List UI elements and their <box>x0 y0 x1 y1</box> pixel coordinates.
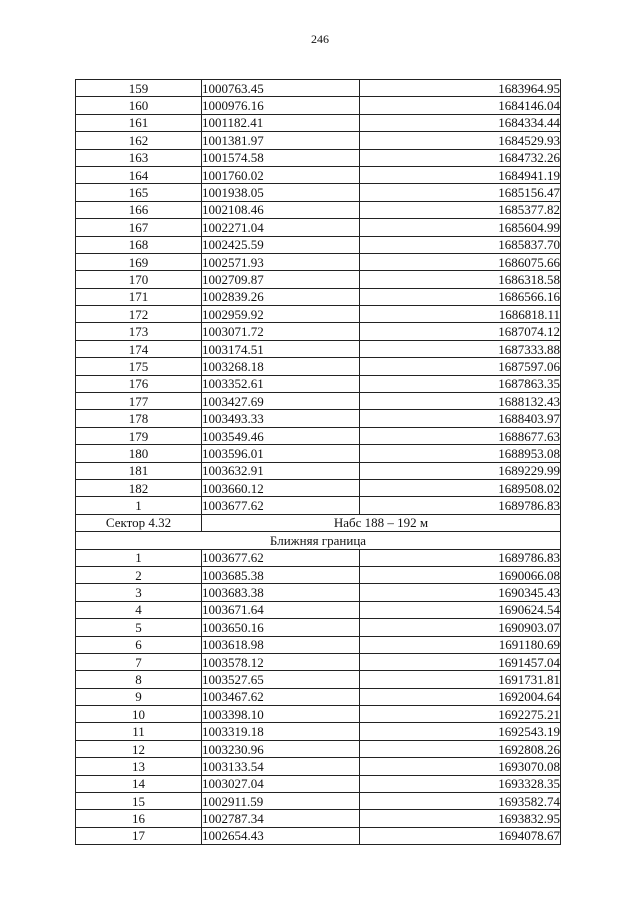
table-row <box>76 80 561 97</box>
table-row <box>76 706 561 723</box>
x-coordinate: 1001760.02 <box>202 166 360 183</box>
x-coordinate: 1003596.01 <box>202 445 360 462</box>
y-coordinate: 1694078.67 <box>360 827 561 844</box>
x-coordinate: 1003578.12 <box>202 653 360 670</box>
y-coordinate: 1687597.06 <box>360 358 561 375</box>
point-number: 1 <box>76 497 202 514</box>
table-row <box>76 549 561 566</box>
sector-row <box>76 514 561 531</box>
point-number: 179 <box>76 427 202 444</box>
section-title: Ближняя граница <box>76 532 561 549</box>
table-row <box>76 619 561 636</box>
table-row <box>76 410 561 427</box>
point-number: 4 <box>76 601 202 618</box>
table-row <box>76 810 561 827</box>
point-number: 3 <box>76 584 202 601</box>
x-coordinate: 1003493.33 <box>202 410 360 427</box>
point-number: 163 <box>76 149 202 166</box>
x-coordinate: 1003677.62 <box>202 549 360 566</box>
point-number: 182 <box>76 479 202 496</box>
table-row <box>76 584 561 601</box>
x-coordinate: 1003660.12 <box>202 479 360 496</box>
point-number: 6 <box>76 636 202 653</box>
y-coordinate: 1693328.35 <box>360 775 561 792</box>
table-row <box>76 688 561 705</box>
x-coordinate: 1001574.58 <box>202 149 360 166</box>
table-row <box>76 97 561 114</box>
point-number: 168 <box>76 236 202 253</box>
y-coordinate: 1684334.44 <box>360 114 561 131</box>
x-coordinate: 1003671.64 <box>202 601 360 618</box>
point-number: 172 <box>76 306 202 323</box>
y-coordinate: 1691731.81 <box>360 671 561 688</box>
y-coordinate: 1692543.19 <box>360 723 561 740</box>
x-coordinate: 1003398.10 <box>202 706 360 723</box>
point-number: 159 <box>76 80 202 97</box>
page-number: 246 <box>311 32 329 46</box>
sector-habs: Набс 188 – 192 м <box>202 514 561 531</box>
y-coordinate: 1688677.63 <box>360 427 561 444</box>
y-coordinate: 1686818.11 <box>360 306 561 323</box>
y-coordinate: 1688403.97 <box>360 410 561 427</box>
x-coordinate: 1001182.41 <box>202 114 360 131</box>
y-coordinate: 1684529.93 <box>360 132 561 149</box>
section-title-row <box>76 532 561 549</box>
x-coordinate: 1003677.62 <box>202 497 360 514</box>
table-row <box>76 358 561 375</box>
table-row <box>76 375 561 392</box>
y-coordinate: 1684732.26 <box>360 149 561 166</box>
table-row <box>76 201 561 218</box>
y-coordinate: 1693582.74 <box>360 793 561 810</box>
table-row <box>76 671 561 688</box>
point-number: 162 <box>76 132 202 149</box>
table-row <box>76 758 561 775</box>
x-coordinate: 1003174.51 <box>202 340 360 357</box>
x-coordinate: 1002709.87 <box>202 271 360 288</box>
y-coordinate: 1689508.02 <box>360 479 561 496</box>
table-row <box>76 723 561 740</box>
table-row <box>76 497 561 514</box>
x-coordinate: 1002108.46 <box>202 201 360 218</box>
y-coordinate: 1690903.07 <box>360 619 561 636</box>
coordinates-top-body <box>76 80 561 515</box>
x-coordinate: 1003650.16 <box>202 619 360 636</box>
point-number: 12 <box>76 740 202 757</box>
point-number: 173 <box>76 323 202 340</box>
x-coordinate: 1003683.38 <box>202 584 360 601</box>
point-number: 8 <box>76 671 202 688</box>
y-coordinate: 1685377.82 <box>360 201 561 218</box>
point-number: 7 <box>76 653 202 670</box>
table-row <box>76 219 561 236</box>
table-row <box>76 184 561 201</box>
table-row <box>76 479 561 496</box>
y-coordinate: 1692808.26 <box>360 740 561 757</box>
point-number: 167 <box>76 219 202 236</box>
point-number: 165 <box>76 184 202 201</box>
x-coordinate: 1003685.38 <box>202 566 360 583</box>
x-coordinate: 1000763.45 <box>202 80 360 97</box>
point-number: 174 <box>76 340 202 357</box>
x-coordinate: 1003427.69 <box>202 393 360 410</box>
x-coordinate: 1003027.04 <box>202 775 360 792</box>
y-coordinate: 1685604.99 <box>360 219 561 236</box>
table-row <box>76 566 561 583</box>
y-coordinate: 1690345.43 <box>360 584 561 601</box>
y-coordinate: 1688132.43 <box>360 393 561 410</box>
y-coordinate: 1693070.08 <box>360 758 561 775</box>
table-row <box>76 149 561 166</box>
point-number: 170 <box>76 271 202 288</box>
table-row <box>76 740 561 757</box>
point-number: 161 <box>76 114 202 131</box>
y-coordinate: 1686566.16 <box>360 288 561 305</box>
y-coordinate: 1687863.35 <box>360 375 561 392</box>
x-coordinate: 1003071.72 <box>202 323 360 340</box>
table-row <box>76 653 561 670</box>
table-row <box>76 306 561 323</box>
point-number: 9 <box>76 688 202 705</box>
sector-body <box>76 514 561 549</box>
point-number: 178 <box>76 410 202 427</box>
table-row <box>76 288 561 305</box>
point-number: 2 <box>76 566 202 583</box>
x-coordinate: 1002271.04 <box>202 219 360 236</box>
y-coordinate: 1690624.54 <box>360 601 561 618</box>
y-coordinate: 1689786.83 <box>360 549 561 566</box>
x-coordinate: 1002425.59 <box>202 236 360 253</box>
y-coordinate: 1689786.83 <box>360 497 561 514</box>
x-coordinate: 1002911.59 <box>202 793 360 810</box>
table-row <box>76 462 561 479</box>
y-coordinate: 1683964.95 <box>360 80 561 97</box>
y-coordinate: 1691457.04 <box>360 653 561 670</box>
table-row <box>76 236 561 253</box>
table-row <box>76 601 561 618</box>
table-row <box>76 271 561 288</box>
point-number: 181 <box>76 462 202 479</box>
x-coordinate: 1003467.62 <box>202 688 360 705</box>
point-number: 17 <box>76 827 202 844</box>
table-row <box>76 827 561 844</box>
x-coordinate: 1001381.97 <box>202 132 360 149</box>
y-coordinate: 1689229.99 <box>360 462 561 479</box>
point-number: 175 <box>76 358 202 375</box>
y-coordinate: 1691180.69 <box>360 636 561 653</box>
table-row <box>76 775 561 792</box>
x-coordinate: 1003527.65 <box>202 671 360 688</box>
x-coordinate: 1003268.18 <box>202 358 360 375</box>
point-number: 5 <box>76 619 202 636</box>
point-number: 1 <box>76 549 202 566</box>
y-coordinate: 1686075.66 <box>360 253 561 270</box>
point-number: 177 <box>76 393 202 410</box>
x-coordinate: 1003632.91 <box>202 462 360 479</box>
table-row <box>76 340 561 357</box>
table-row <box>76 393 561 410</box>
sector-label: Сектор 4.32 <box>76 514 202 531</box>
coordinates-bottom-body <box>76 549 561 845</box>
y-coordinate: 1687333.88 <box>360 340 561 357</box>
table-row <box>76 253 561 270</box>
y-coordinate: 1684146.04 <box>360 97 561 114</box>
table-row <box>76 427 561 444</box>
table-row <box>76 166 561 183</box>
table-row <box>76 636 561 653</box>
table-row <box>76 132 561 149</box>
x-coordinate: 1002959.92 <box>202 306 360 323</box>
point-number: 14 <box>76 775 202 792</box>
x-coordinate: 1002654.43 <box>202 827 360 844</box>
table-row <box>76 445 561 462</box>
y-coordinate: 1692275.21 <box>360 706 561 723</box>
x-coordinate: 1003549.46 <box>202 427 360 444</box>
x-coordinate: 1003352.61 <box>202 375 360 392</box>
y-coordinate: 1688953.08 <box>360 445 561 462</box>
point-number: 13 <box>76 758 202 775</box>
y-coordinate: 1685156.47 <box>360 184 561 201</box>
y-coordinate: 1685837.70 <box>360 236 561 253</box>
y-coordinate: 1686318.58 <box>360 271 561 288</box>
y-coordinate: 1687074.12 <box>360 323 561 340</box>
y-coordinate: 1693832.95 <box>360 810 561 827</box>
point-number: 11 <box>76 723 202 740</box>
y-coordinate: 1692004.64 <box>360 688 561 705</box>
point-number: 164 <box>76 166 202 183</box>
point-number: 10 <box>76 706 202 723</box>
x-coordinate: 1003618.98 <box>202 636 360 653</box>
x-coordinate: 1002839.26 <box>202 288 360 305</box>
point-number: 16 <box>76 810 202 827</box>
x-coordinate: 1002787.34 <box>202 810 360 827</box>
coordinates-table <box>75 79 561 845</box>
point-number: 166 <box>76 201 202 218</box>
point-number: 160 <box>76 97 202 114</box>
point-number: 180 <box>76 445 202 462</box>
x-coordinate: 1003230.96 <box>202 740 360 757</box>
point-number: 176 <box>76 375 202 392</box>
y-coordinate: 1690066.08 <box>360 566 561 583</box>
x-coordinate: 1003133.54 <box>202 758 360 775</box>
table-row <box>76 793 561 810</box>
x-coordinate: 1001938.05 <box>202 184 360 201</box>
x-coordinate: 1002571.93 <box>202 253 360 270</box>
x-coordinate: 1003319.18 <box>202 723 360 740</box>
point-number: 171 <box>76 288 202 305</box>
table-row <box>76 323 561 340</box>
point-number: 15 <box>76 793 202 810</box>
x-coordinate: 1000976.16 <box>202 97 360 114</box>
y-coordinate: 1684941.19 <box>360 166 561 183</box>
table-row <box>76 114 561 131</box>
point-number: 169 <box>76 253 202 270</box>
